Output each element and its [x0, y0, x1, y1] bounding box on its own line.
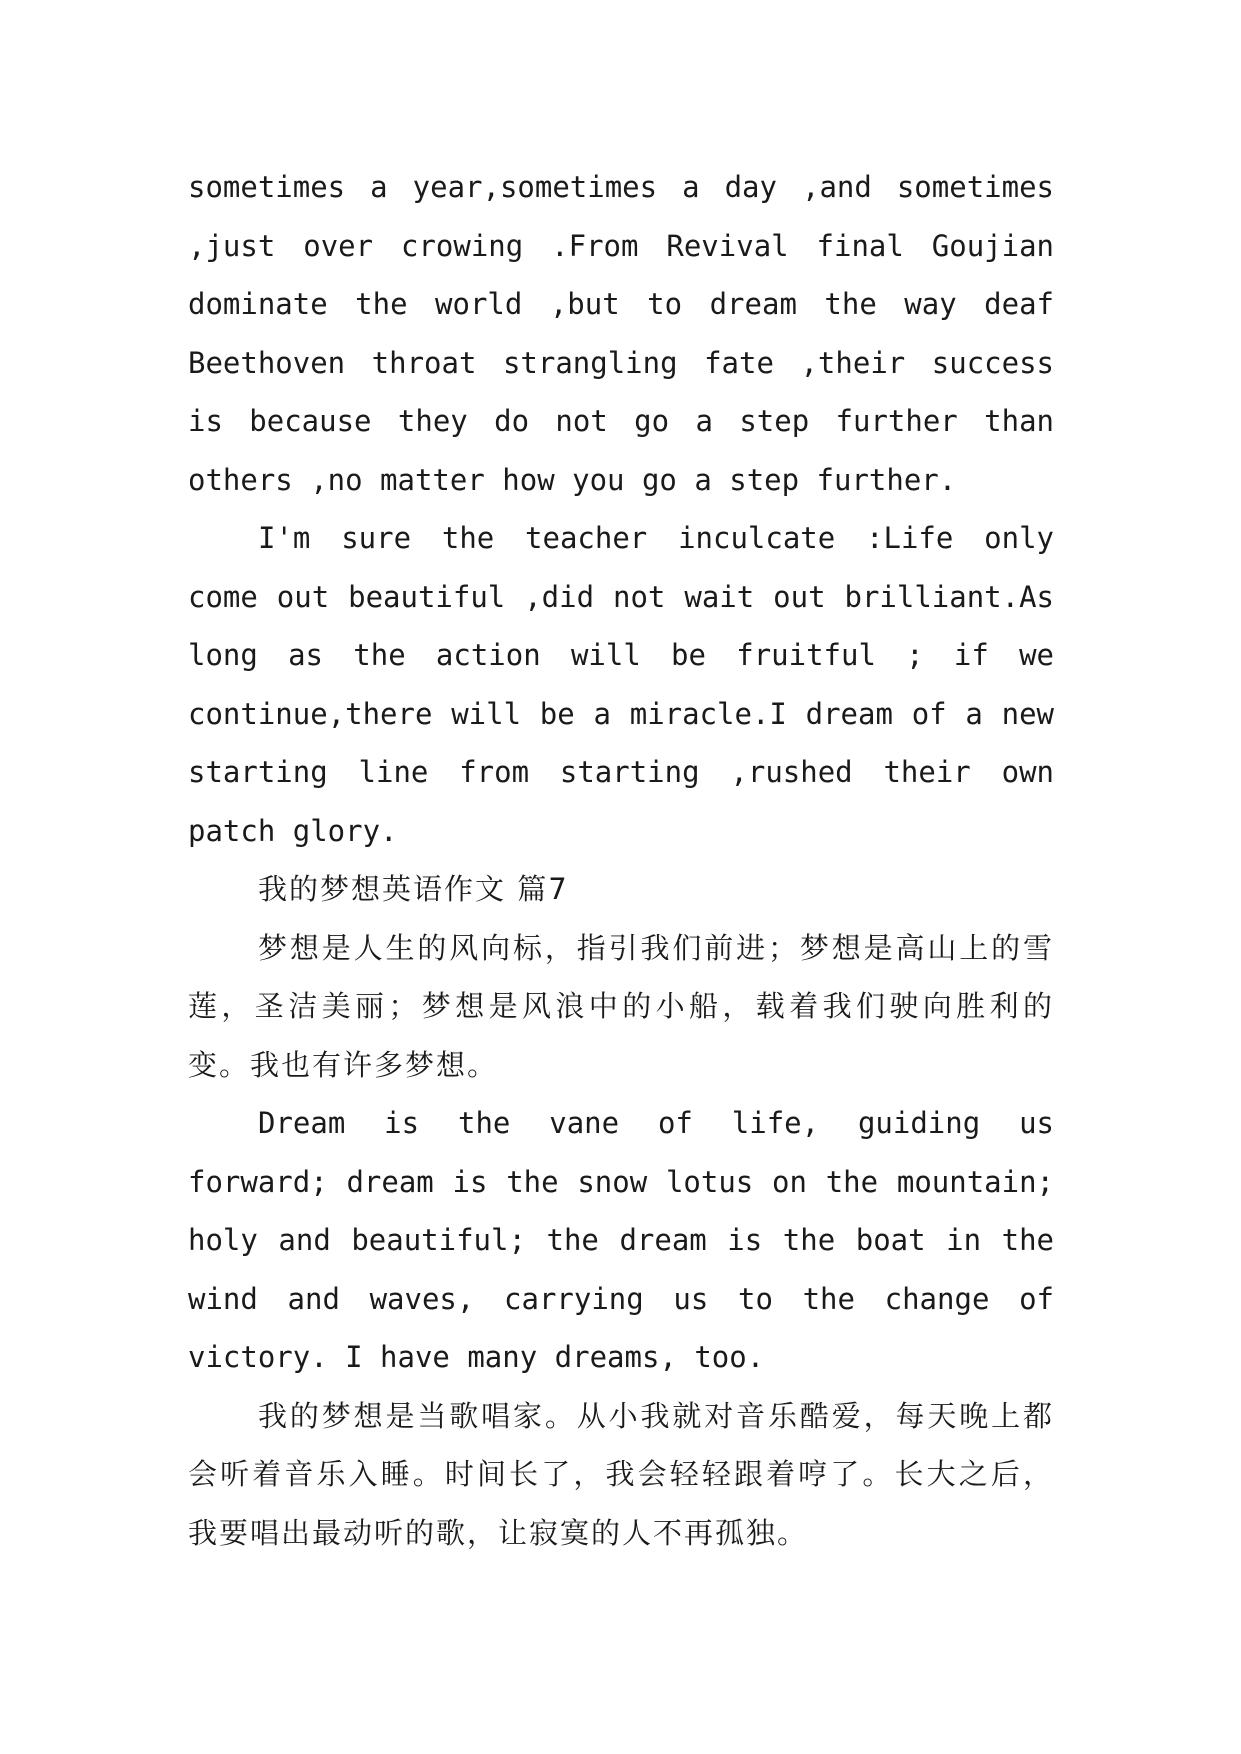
- paragraph-dream-chinese: 梦想是人生的风向标，指引我们前进；梦想是高山上的雪莲，圣洁美丽；梦想是风浪中的小船，载着我们驶向胜利的变。我也有许多梦想。: [188, 930, 1054, 1082]
- paragraph-teacher-quote: I'm sure the teacher inculcate :Life only come out beautiful ,did not wait out brilliant.As long as the action will be fruitful ; if we continue,there will be a miracle.I dream of a new starting line from starting ,rushed their own patch glory.: [188, 521, 1054, 848]
- document-body: [188, 158, 1054, 1562]
- paragraph-dream-english: Dream is the vane of life, guiding us forward; dream is the snow lotus on the mountain; holy and beautiful; the dream is the boat in the wind and waves, carrying us to the change of victory. I have many dreams, too.: [188, 1106, 1054, 1374]
- paragraph-singer-chinese: 我的梦想是当歌唱家。从小我就对音乐酷爱，每天晚上都会听着音乐入睡。时间长了，我会轻轻跟着哼了。长大之后，我要唱出最动听的歌，让寂寞的人不再孤独。: [188, 1398, 1054, 1550]
- section-heading: 我的梦想英语作文 篇7: [258, 872, 569, 906]
- paragraph-continuation: sometimes a year,sometimes a day ,and sometimes ,just over crowing .From Revival final Goujian dominate the world ,but to dream the way deaf Beethoven throat strangling fate ,their success is because they do not go a step further than others ,no matter how you go a step further.: [188, 170, 1054, 497]
